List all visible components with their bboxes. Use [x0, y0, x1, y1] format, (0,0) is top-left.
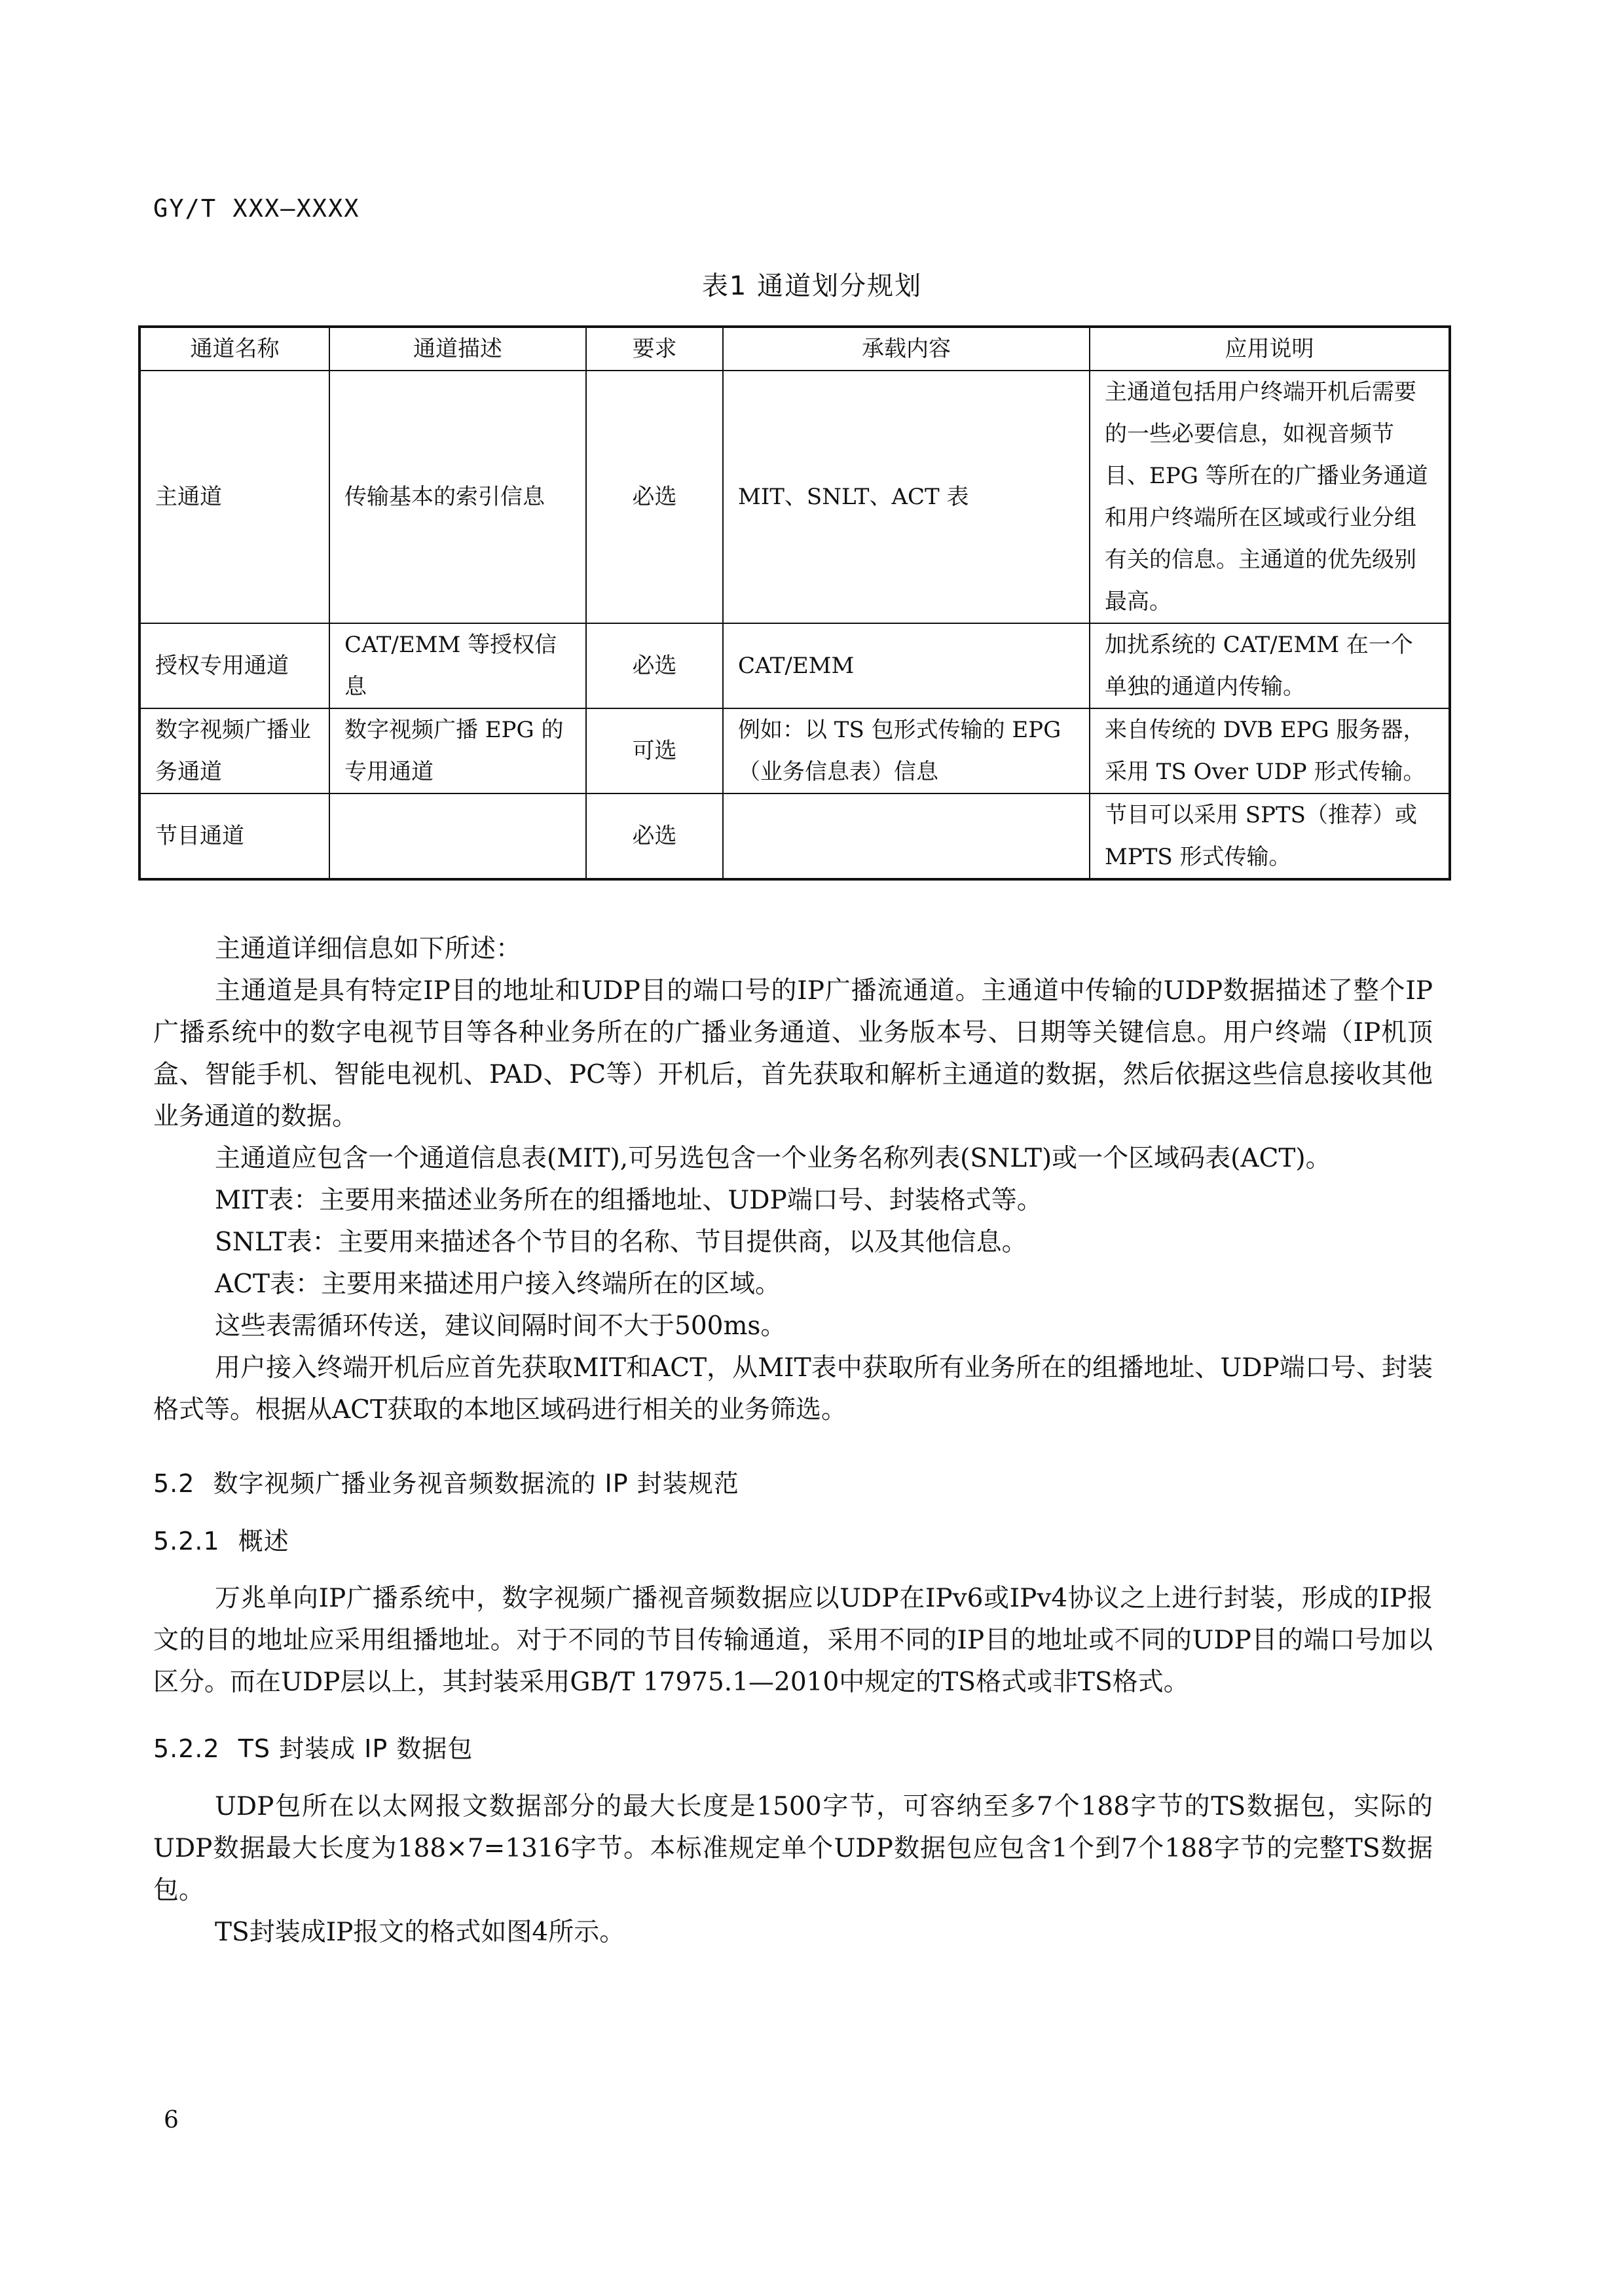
paragraph: SNLT表：主要用来描述各个节目的名称、节目提供商，以及其他信息。: [215, 1228, 1027, 1257]
section-number: 5.2: [153, 1469, 195, 1498]
content-cell: MIT、SNLT、ACT 表: [723, 371, 1090, 623]
usage-cell: 节目可以采用 SPTS（推荐）或 MPTS 形式传输。: [1090, 793, 1450, 879]
content-cell: [723, 793, 1090, 879]
channel-name-cell: 授权专用通道: [139, 623, 329, 708]
paragraph: UDP包所在以太网报文数据部分的最大长度是1500字节，可容纳至多7个188字节的TS数据包，实际的UDP数据最大长度为188×7=1316字节。本标准规定单个UDP数据包应包含1个到7个188字节的完整TS数据包。: [153, 1792, 1433, 1905]
paragraph: 这些表需循环传送，建议间隔时间不大于500ms。: [215, 1311, 786, 1341]
table-caption: 表1 通道划分规划: [701, 271, 923, 301]
paragraph: TS封装成IP报文的格式如图4所示。: [215, 1918, 625, 1947]
standard-code: GY/T XXX—XXXX: [153, 194, 360, 223]
section-heading-5-2-2: [153, 1728, 473, 1764]
section-number: 5.2.1: [153, 1527, 220, 1556]
table-header-row: [139, 327, 1450, 371]
column-header: 通道描述: [329, 327, 586, 371]
column-header: 承载内容: [723, 327, 1090, 371]
channel-description-cell: CAT/EMM 等授权信息: [329, 623, 586, 708]
page-number: 6: [164, 2107, 179, 2134]
section-number: 5.2.2: [153, 1734, 220, 1763]
section-5-2-1-body: [153, 1578, 1433, 1704]
requirement-cell: 必选: [586, 793, 723, 879]
section-title: TS 封装成 IP 数据包: [238, 1734, 473, 1763]
section-heading-5-2: [153, 1463, 739, 1499]
paragraph: ACT表：主要用来描述用户接入终端所在的区域。: [215, 1269, 781, 1299]
section-heading-5-2-1: [153, 1521, 289, 1557]
channel-description-cell: [329, 793, 586, 879]
channel-description-cell: 数字视频广播 EPG 的专用通道: [329, 708, 586, 793]
usage-cell: 加扰系统的 CAT/EMM 在一个单独的通道内传输。: [1090, 623, 1450, 708]
channel-name-cell: 节目通道: [139, 793, 329, 879]
requirement-cell: 可选: [586, 708, 723, 793]
section-title: 概述: [238, 1527, 289, 1556]
paragraph: 主通道详细信息如下所述：: [215, 934, 522, 964]
paragraph: 用户接入终端开机后应首先获取MIT和ACT，从MIT表中获取所有业务所在的组播地址、UDP端口号、封装格式等。根据从ACT获取的本地区域码进行相关的业务筛选。: [153, 1353, 1433, 1425]
channel-name-cell: 主通道: [139, 371, 329, 623]
table-row: [139, 371, 1450, 623]
channel-plan-table: [138, 325, 1451, 881]
content-cell: CAT/EMM: [723, 623, 1090, 708]
requirement-cell: 必选: [586, 371, 723, 623]
section-title: 数字视频广播业务视音频数据流的 IP 封装规范: [213, 1469, 739, 1498]
section-5-2-2-body: [153, 1786, 1433, 1954]
usage-cell: 来自传统的 DVB EPG 服务器，采用 TS Over UDP 形式传输。: [1090, 708, 1450, 793]
usage-cell: 主通道包括用户终端开机后需要的一些必要信息，如视音频节目、EPG 等所在的广播业务通道和用户终端所在区域或行业分组有关的信息。主通道的优先级别最高。: [1090, 371, 1450, 623]
column-header: 要求: [586, 327, 723, 371]
paragraph: 万兆单向IP广播系统中，数字视频广播视音频数据应以UDP在IPv6或IPv4协议之上进行封装，形成的IP报文的目的地址应采用组播地址。对于不同的节目传输通道，采用不同的IP目的地址或不同的UDP目的端口号加以区分。而在UDP层以上，其封装采用GB/T 17975.1—2010中规定的TS格式或非TS格式。: [153, 1584, 1433, 1697]
channel-description-cell: 传输基本的索引信息: [329, 371, 586, 623]
requirement-cell: 必选: [586, 623, 723, 708]
column-header: 应用说明: [1090, 327, 1450, 371]
paragraph: 主通道应包含一个通道信息表(MIT),可另选包含一个业务名称列表(SNLT)或一个区域码表(ACT)。: [215, 1144, 1331, 1173]
table-row: [139, 623, 1450, 708]
table-row: [139, 708, 1450, 793]
content-cell: 例如：以 TS 包形式传输的 EPG（业务信息表）信息: [723, 708, 1090, 793]
channel-name-cell: 数字视频广播业务通道: [139, 708, 329, 793]
main-channel-description: [153, 928, 1433, 1431]
paragraph: 主通道是具有特定IP目的地址和UDP目的端口号的IP广播流通道。主通道中传输的UDP数据描述了整个IP广播系统中的数字电视节目等各种业务所在的广播业务通道、业务版本号、日期等关键信息。用户终端（IP机顶盒、智能手机、智能电视机、PAD、PC等）开机后，首先获取和解析主通道的数据，然后依据这些信息接收其他业务通道的数据。: [153, 976, 1433, 1131]
column-header: 通道名称: [139, 327, 329, 371]
paragraph: MIT表：主要用来描述业务所在的组播地址、UDP端口号、封装格式等。: [215, 1186, 1043, 1215]
table-row: [139, 793, 1450, 879]
